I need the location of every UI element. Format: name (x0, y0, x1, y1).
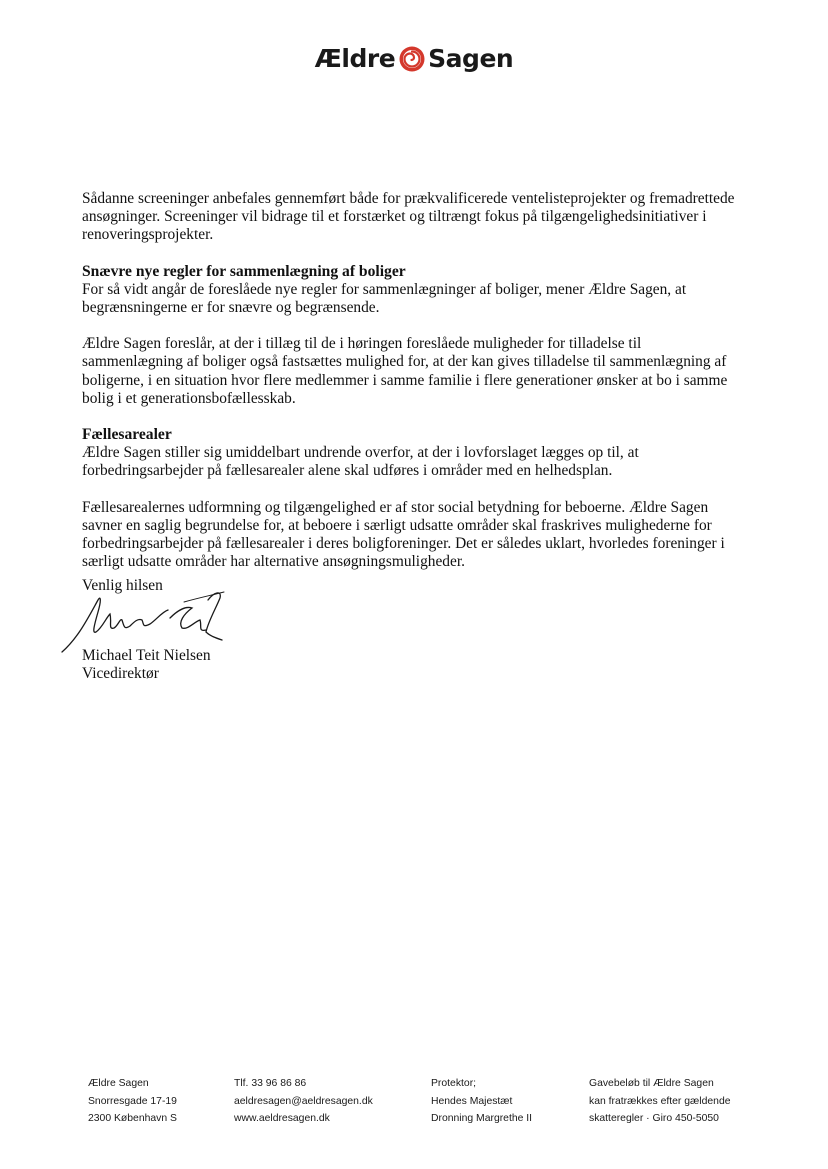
handwritten-signature (58, 588, 238, 656)
footer-line: Snorresgade 17-19 (88, 1095, 177, 1107)
intro-paragraph: Sådanne screeninger anbefales gennemført både for prækvalificerede ventelisteprojekter og fremadrettede ansøgninger. Screeninger vil bidrage til et forstærket og tiltrængt fokus på tilgængelighedsinitiativer i renoveringsprojekter. (82, 190, 735, 244)
section-paragraph: Ældre Sagen stiller sig umiddelbart undrende overfor, at der i lovforslaget lægges op til, at forbedringsarbejder på fællesarealer alene skal udføres i områder med en helhedsplan. (82, 444, 639, 480)
footer-contact (234, 1075, 373, 1128)
footer-line: Hendes Majestæt (431, 1095, 513, 1107)
footer-website-link[interactable]: www.aeldresagen.dk (234, 1113, 330, 1124)
footer-line: Protektor; (431, 1078, 477, 1089)
footer-line: 2300 København S (88, 1113, 177, 1124)
section-paragraph: For så vidt angår de foreslåede nye regler for sammenlægninger af boliger, mener Ældre Sagen, at begrænsningerne er for snævre og begrænsende. (82, 280, 687, 317)
signer-title: Vicedirektør (82, 665, 159, 683)
section-merging-homes (82, 263, 742, 408)
section-paragraph: Ældre Sagen foreslår, at der i tillæg til de i høringen foreslåede muligheder for tilladelse til sammenlægning af boliger også fastsættes mulighed for, at der kan gives tilladelse til sammenlægning af boligerne, i en situation hvor flere medlemmer i samme familie i flere generationer ønsker at bo i samme bolig i et generationsbofællesskab. (82, 335, 728, 407)
closing-greeting: Venlig hilsen (82, 577, 163, 594)
section-heading: Fællesarealer (82, 426, 172, 444)
footer-line: skatteregler · Giro 450-5050 (589, 1113, 719, 1124)
footer-phone: Tlf. 33 96 86 86 (234, 1078, 307, 1089)
signer-name: Michael Teit Nielsen (82, 647, 211, 664)
logo-text-left: Ældre (314, 44, 396, 73)
footer-line: Ældre Sagen (88, 1078, 149, 1089)
footer-patron (431, 1075, 532, 1128)
footer-line: Dronning Margrethe II (431, 1113, 533, 1124)
spiral-logo-icon (398, 45, 426, 73)
letter-body (82, 190, 742, 589)
section-paragraph: Fællesarealernes udformning og tilgængelighed er af stor social betydning for beboerne. Ældre Sagen savner en saglig begrundelse for, at beboere i særligt udsatte områder skal fraskrives mulighederne for forbedringsarbejder på fællesarealer i deres boligforeninger. Det er således uklart, hvorledes foreninger i særligt udsatte områder har alternative ansøgningsmuligheder. (82, 498, 725, 571)
logo-text-right: Sagen (428, 44, 514, 73)
footer-donation (589, 1075, 731, 1128)
footer-email-link[interactable]: aeldresagen@aeldresagen.dk (234, 1095, 373, 1107)
organization-logo (0, 44, 828, 73)
signer-block (82, 647, 211, 683)
footer-line: kan fratrækkes efter gældende (589, 1095, 731, 1107)
section-common-areas (82, 426, 742, 571)
footer-line: Gavebeløb til Ældre Sagen (589, 1078, 714, 1089)
footer-address (88, 1075, 177, 1128)
section-heading: Snævre nye regler for sammenlægning af boliger (82, 262, 406, 280)
